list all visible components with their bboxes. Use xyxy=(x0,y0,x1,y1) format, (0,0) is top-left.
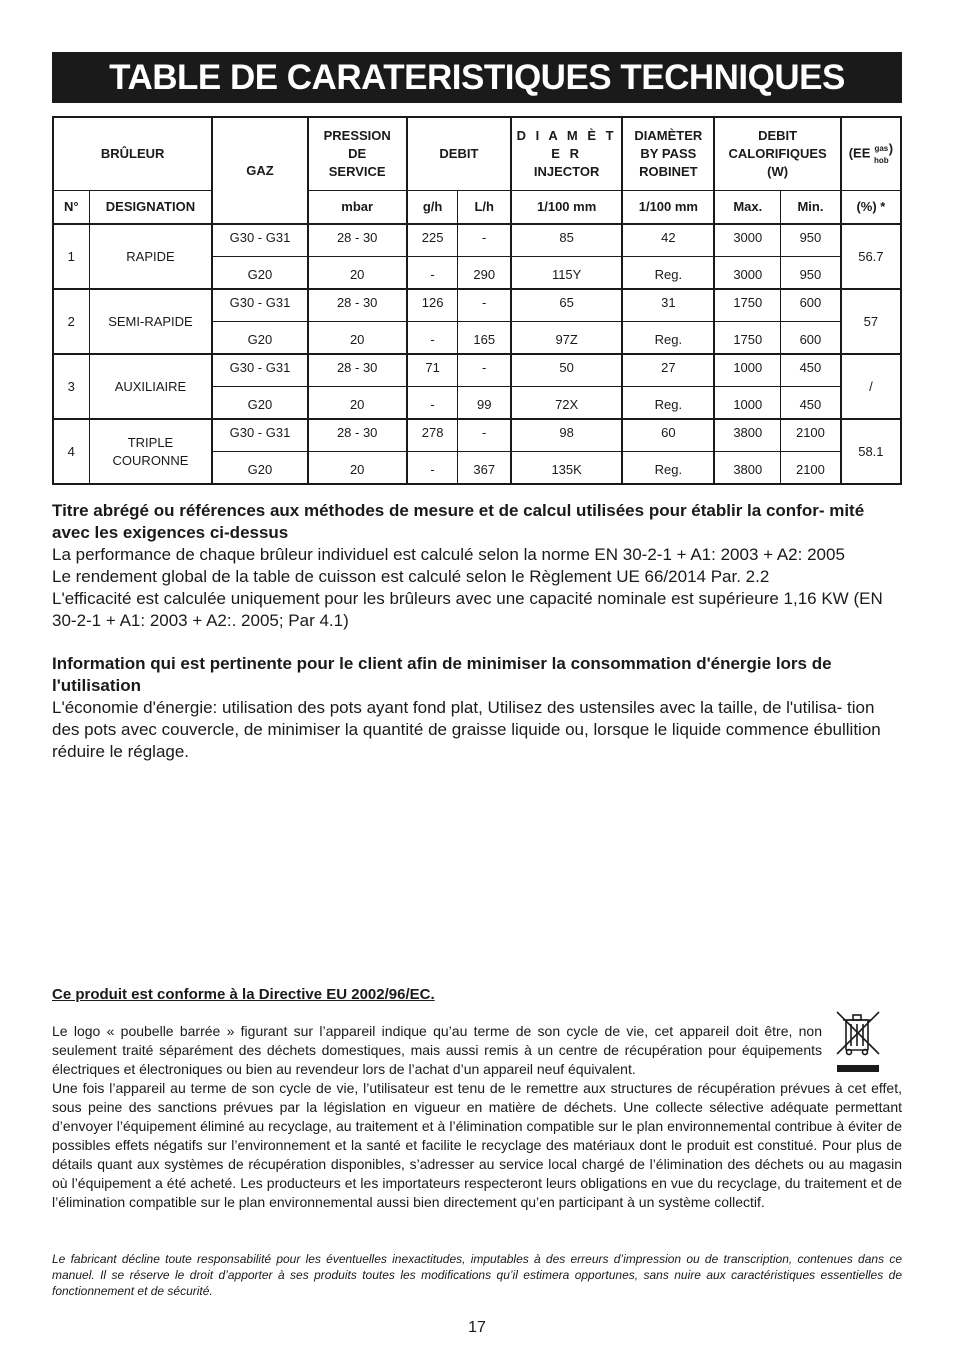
cell-gaz: G20 xyxy=(212,322,307,355)
header-diametre-bypass: DIAMÈTER BY PASS ROBINET xyxy=(622,117,714,191)
cell-gh: 71 xyxy=(407,354,458,387)
table-row xyxy=(53,224,901,257)
cell-pression: 20 xyxy=(308,322,407,355)
header-ee: (EE gas hob) xyxy=(841,117,901,191)
cell-no: 2 xyxy=(53,289,89,354)
cell-gaz: G20 xyxy=(212,387,307,420)
cell-pression: 28 - 30 xyxy=(308,289,407,322)
cell-gaz: G30 - G31 xyxy=(212,289,307,322)
cell-pression: 20 xyxy=(308,387,407,420)
cell-gh: - xyxy=(407,322,458,355)
cell-gh: 126 xyxy=(407,289,458,322)
table-row xyxy=(53,419,901,452)
energy-section xyxy=(52,653,902,763)
cell-ee: 57 xyxy=(841,289,901,354)
header-debit: DEBIT xyxy=(407,117,511,191)
cell-max: 3800 xyxy=(714,452,780,485)
cell-injector: 50 xyxy=(511,354,622,387)
cell-bypass: 42 xyxy=(622,224,714,257)
cell-pression: 28 - 30 xyxy=(308,354,407,387)
cell-min: 450 xyxy=(781,387,841,420)
cell-lh: 99 xyxy=(458,387,511,420)
cell-lh: - xyxy=(458,289,511,322)
cell-lh: 165 xyxy=(458,322,511,355)
cell-max: 1000 xyxy=(714,387,780,420)
weee-body: Une fois l’appareil au terme de son cycle de vie, l’utilisateur est tenu de le remettre aux structures de récupération prévues à cet effet, sous peine des sanctions prévues par la législation en vigueur en matière de déchets. Une collecte sélective adéquate permettant d’envoyer l’équipement éliminé au recyclage, au traitement et à l’élimination compatible sur le plan environnemental contribue à éviter de possibles effets négatifs sur l’environnement et la santé et facilite le recyclage des matériaux dont le produit est constitué. Pour plus de détails quant aux systèmes de récupération disponibles, s’adresser au service local chargé de l’élimination des déchets ou au magasin où l’équipement a été acheté. Les producteurs et les importateurs respecteront leurs obligations en vue du recyclage, du traitement et de l’élimination compatible sur le plan environnemental aussi bien directement qu’en participant à un système collectif. xyxy=(52,1080,902,1210)
cell-gh: - xyxy=(407,452,458,485)
header-debit-calorifiques: DEBIT CALORIFIQUES (W) xyxy=(714,117,840,191)
cell-injector: 65 xyxy=(511,289,622,322)
table-row xyxy=(53,289,901,322)
cell-gaz: G30 - G31 xyxy=(212,419,307,452)
cell-gaz: G30 - G31 xyxy=(212,354,307,387)
cell-bypass: Reg. xyxy=(622,257,714,290)
cell-lh: - xyxy=(458,224,511,257)
cell-injector: 135K xyxy=(511,452,622,485)
cell-ee: 58.1 xyxy=(841,419,901,484)
cell-no: 3 xyxy=(53,354,89,419)
cell-bypass: 31 xyxy=(622,289,714,322)
subheader-lh: L/h xyxy=(458,191,511,225)
cell-bypass: Reg. xyxy=(622,322,714,355)
cell-lh: 367 xyxy=(458,452,511,485)
weee-text xyxy=(52,1022,902,1212)
cell-min: 950 xyxy=(781,224,841,257)
cell-ee: / xyxy=(841,354,901,419)
energy-heading: Information qui est pertinente pour le client afin de minimiser la consommation d'énergie lors de l'utilisation xyxy=(52,654,832,695)
cell-bypass: Reg. xyxy=(622,452,714,485)
cell-max: 1750 xyxy=(714,289,780,322)
header-bruleur: BRÛLEUR xyxy=(53,117,212,191)
page-number: 17 xyxy=(468,1319,486,1336)
cell-bypass: 27 xyxy=(622,354,714,387)
cell-lh: - xyxy=(458,419,511,452)
cell-no: 4 xyxy=(53,419,89,484)
subheader-max: Max. xyxy=(714,191,780,225)
cell-designation: RAPIDE xyxy=(89,224,212,289)
cell-gh: 225 xyxy=(407,224,458,257)
cell-ee: 56.7 xyxy=(841,224,901,289)
cell-gaz: G30 - G31 xyxy=(212,224,307,257)
cell-pression: 28 - 30 xyxy=(308,419,407,452)
cell-injector: 85 xyxy=(511,224,622,257)
cell-max: 1000 xyxy=(714,354,780,387)
weee-intro: Le logo « poubelle barrée » figurant sur l’appareil indique qu’au terme de son cycle de vie, cet appareil doit être, non seulement traité séparément des déchets domestiques, mais aussi remis à un centre de récupération pour équipements électriques et électroniques ou bien au revendeur lors de l’achat d’un appareil neuf équivalent. xyxy=(52,1023,822,1077)
cell-injector: 97Z xyxy=(511,322,622,355)
cell-pression: 20 xyxy=(308,452,407,485)
cell-min: 2100 xyxy=(781,419,841,452)
cell-min: 2100 xyxy=(781,452,841,485)
cell-bypass: Reg. xyxy=(622,387,714,420)
methods-heading: Titre abrégé ou références aux méthodes de mesure et de calcul utilisées pour établir la confor- mité avec les exigences ci-dessus xyxy=(52,501,865,542)
spec-table xyxy=(52,116,902,485)
energy-text: L'économie d'énergie: utilisation des pots ayant fond plat, Utilisez des ustensiles avec la taille, de l'utilisa- tion des pots avec couvercle, de minimiser la quantité de graisse liquide ou, lorsque le liquide commence ébullition réduire le réglage. xyxy=(52,698,881,761)
methods-line: La performance de chaque brûleur individuel est calculé selon la norme EN 30-2-1 + A1: 2003 + A2: 2005 xyxy=(52,545,845,564)
cell-max: 3800 xyxy=(714,419,780,452)
cell-bypass: 60 xyxy=(622,419,714,452)
header-pression: PRESSION DE SERVICE xyxy=(308,117,407,191)
cell-max: 1750 xyxy=(714,322,780,355)
cell-min: 600 xyxy=(781,289,841,322)
cell-min: 600 xyxy=(781,322,841,355)
cell-lh: 290 xyxy=(458,257,511,290)
cell-designation: SEMI-RAPIDE xyxy=(89,289,212,354)
subheader-inj-unit: 1/100 mm xyxy=(511,191,622,225)
header-diametre-injector: D I A M È T E R INJECTOR xyxy=(511,117,622,191)
disclaimer: Le fabricant décline toute responsabilité pour les éventuelles inexactitudes, imputables à des erreurs d’impression ou de transcription, contenues dans ce manuel. Il se réserve le droit d’apporter à ses produits toutes les modifications qu’il estimera opportunes, sans nuire aux caractéristiques essentielles de fonctionnement et de sécurité. xyxy=(52,1252,902,1298)
cell-lh: - xyxy=(458,354,511,387)
cell-no: 1 xyxy=(53,224,89,289)
cell-designation: AUXILIAIRE xyxy=(89,354,212,419)
weee-directive-title: Ce produit est conforme à la Directive EU 2002/96/EC. xyxy=(52,986,435,1003)
subheader-mbar: mbar xyxy=(308,191,407,225)
cell-injector: 72X xyxy=(511,387,622,420)
cell-designation: TRIPLE COURONNE xyxy=(89,419,212,484)
cell-injector: 115Y xyxy=(511,257,622,290)
cell-gh: - xyxy=(407,257,458,290)
cell-max: 3000 xyxy=(714,224,780,257)
methods-line: L'efficacité est calculée uniquement pour les brûleurs avec une capacité nominale est supérieure 1,16 KW (EN 30-2-1 + A1: 2003 + A2:. 2005; Par 4.1) xyxy=(52,589,883,630)
cell-injector: 98 xyxy=(511,419,622,452)
header-gaz: GAZ xyxy=(212,117,307,224)
cell-max: 3000 xyxy=(714,257,780,290)
subheader-pct: (%) * xyxy=(841,191,901,225)
methods-line: Le rendement global de la table de cuisson est calculé selon le Règlement UE 66/2014 Par. 2.2 xyxy=(52,567,770,586)
cell-pression: 28 - 30 xyxy=(308,224,407,257)
cell-min: 450 xyxy=(781,354,841,387)
cell-pression: 20 xyxy=(308,257,407,290)
subheader-gh: g/h xyxy=(407,191,458,225)
cell-gh: 278 xyxy=(407,419,458,452)
subheader-bp-unit: 1/100 mm xyxy=(622,191,714,225)
methods-section xyxy=(52,500,902,632)
cell-min: 950 xyxy=(781,257,841,290)
subheader-min: Min. xyxy=(781,191,841,225)
cell-gaz: G20 xyxy=(212,452,307,485)
page-title: TABLE DE CARATERISTIQUES TECHNIQUES xyxy=(52,52,902,103)
subheader-designation: DESIGNATION xyxy=(89,191,212,225)
subheader-no: N° xyxy=(53,191,89,225)
cell-gh: - xyxy=(407,387,458,420)
table-row xyxy=(53,354,901,387)
cell-gaz: G20 xyxy=(212,257,307,290)
